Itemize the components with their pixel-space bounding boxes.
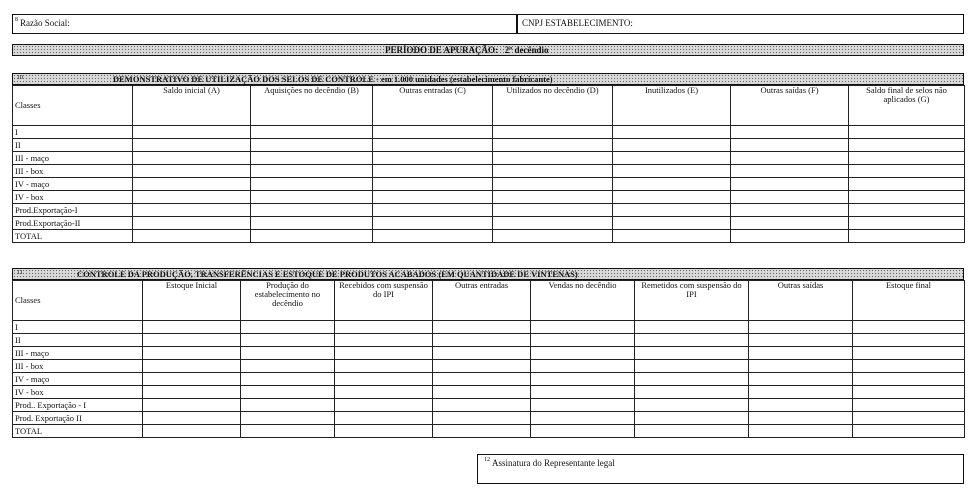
- cell[interactable]: [635, 399, 749, 412]
- cell[interactable]: [635, 412, 749, 425]
- cell[interactable]: [143, 347, 241, 360]
- col-saldo-final: Saldo final de selos não aplicados (G): [849, 86, 965, 126]
- cell[interactable]: [635, 386, 749, 399]
- cell[interactable]: [433, 334, 531, 347]
- periodo-label: [385, 45, 549, 55]
- row-label: III - box: [13, 360, 143, 373]
- razao-social-text: Razão Social:: [20, 18, 70, 28]
- cell[interactable]: [749, 373, 853, 386]
- row-label: Prod.Exportação-I: [13, 204, 133, 217]
- cell[interactable]: [241, 373, 335, 386]
- row-label: Prod. Exportação II: [13, 412, 143, 425]
- cell[interactable]: [635, 360, 749, 373]
- cell[interactable]: [241, 386, 335, 399]
- cell[interactable]: [853, 386, 965, 399]
- cell[interactable]: [531, 386, 635, 399]
- col-recebidos: Recebidos com suspensão do IPI: [335, 281, 433, 321]
- table-row: [13, 373, 965, 386]
- cell[interactable]: [493, 178, 613, 191]
- cell[interactable]: [849, 165, 965, 178]
- row-label: II: [13, 139, 133, 152]
- cell[interactable]: [493, 217, 613, 230]
- cnpj-box: [517, 14, 964, 34]
- cell[interactable]: [731, 230, 849, 243]
- cell[interactable]: [613, 230, 731, 243]
- cell[interactable]: [749, 412, 853, 425]
- col-outras-saidas: Outras saídas: [749, 281, 853, 321]
- table-row: [13, 152, 965, 165]
- table-row: [13, 139, 965, 152]
- razao-social-box: [12, 14, 517, 34]
- signature-note: 12: [484, 457, 490, 463]
- producao-table: [12, 280, 965, 438]
- table-row: [13, 204, 965, 217]
- cell[interactable]: [493, 152, 613, 165]
- selos-table: [12, 85, 965, 243]
- cell[interactable]: [133, 139, 251, 152]
- table-row: [13, 412, 965, 425]
- row-label: III - box: [13, 165, 133, 178]
- table-row: [13, 321, 965, 334]
- table-row: [13, 165, 965, 178]
- cell[interactable]: [241, 360, 335, 373]
- periodo-label-text: PERÍODO DE APURAÇÃO:: [385, 45, 499, 55]
- col-producao: Produção do estabelecimento no decêndio: [241, 281, 335, 321]
- cell[interactable]: [241, 399, 335, 412]
- cell[interactable]: [531, 412, 635, 425]
- row-label: IV - box: [13, 386, 143, 399]
- cell[interactable]: [143, 334, 241, 347]
- cell[interactable]: [731, 139, 849, 152]
- table-row: [13, 334, 965, 347]
- table-row: [13, 191, 965, 204]
- col-estoque-inicial: Estoque Inicial: [143, 281, 241, 321]
- col-estoque-final: Estoque final: [853, 281, 965, 321]
- cell[interactable]: [373, 152, 493, 165]
- cell[interactable]: [731, 178, 849, 191]
- section1-title: DEMONSTRATIVO DE UTILIZAÇÃO DOS SELOS DE CONTROLE - em 1.000 unidades (estabelecimento fabricante): [113, 74, 553, 84]
- cell[interactable]: [133, 178, 251, 191]
- row-label: I: [13, 321, 143, 334]
- row-label: IV - maço: [13, 373, 143, 386]
- cell[interactable]: [849, 139, 965, 152]
- cell[interactable]: [493, 139, 613, 152]
- row-label: TOTAL: [13, 230, 133, 243]
- row-label: I: [13, 126, 133, 139]
- cell[interactable]: [251, 191, 373, 204]
- signature-box[interactable]: [477, 454, 964, 484]
- cell[interactable]: [133, 126, 251, 139]
- cell[interactable]: [613, 217, 731, 230]
- col-classes: Classes: [13, 281, 143, 321]
- section1-note: 10: [17, 75, 23, 81]
- cell[interactable]: [613, 191, 731, 204]
- cell[interactable]: [433, 386, 531, 399]
- cell[interactable]: [849, 178, 965, 191]
- cell[interactable]: [613, 165, 731, 178]
- periodo-band: [12, 44, 964, 56]
- cell[interactable]: [335, 425, 433, 438]
- cnpj-label: CNPJ ESTABELECIMENTO:: [522, 18, 633, 28]
- table-row: [13, 178, 965, 191]
- col-remetidos: Remetidos com suspensão do IPI: [635, 281, 749, 321]
- col-outras-saidas: Outras saídas (F): [731, 86, 849, 126]
- cell[interactable]: [373, 230, 493, 243]
- row-label: TOTAL: [13, 425, 143, 438]
- cell[interactable]: [849, 230, 965, 243]
- row-label: Prod.. Exportação - I: [13, 399, 143, 412]
- row-label: III - maço: [13, 347, 143, 360]
- cell[interactable]: [241, 321, 335, 334]
- row-label: II: [13, 334, 143, 347]
- col-outras-entradas: Outras entradas (C): [373, 86, 493, 126]
- cell[interactable]: [241, 334, 335, 347]
- cell[interactable]: [143, 373, 241, 386]
- table-row: [13, 230, 965, 243]
- cell[interactable]: [749, 399, 853, 412]
- cell[interactable]: [143, 321, 241, 334]
- cell[interactable]: [143, 412, 241, 425]
- cell[interactable]: [849, 152, 965, 165]
- cell[interactable]: [335, 399, 433, 412]
- cell[interactable]: [531, 399, 635, 412]
- cell[interactable]: [731, 165, 849, 178]
- table-row: [13, 399, 965, 412]
- cell[interactable]: [433, 360, 531, 373]
- cell[interactable]: [853, 347, 965, 360]
- col-classes: Classes: [13, 86, 133, 126]
- cell[interactable]: [133, 204, 251, 217]
- cell[interactable]: [731, 217, 849, 230]
- col-aquisicoes: Aquisições no decêndio (B): [251, 86, 373, 126]
- cell[interactable]: [241, 425, 335, 438]
- cell[interactable]: [849, 204, 965, 217]
- cell[interactable]: [493, 191, 613, 204]
- row-label: III - maço: [13, 152, 133, 165]
- cell[interactable]: [133, 165, 251, 178]
- cell[interactable]: [635, 321, 749, 334]
- cell[interactable]: [635, 373, 749, 386]
- cell[interactable]: [749, 425, 853, 438]
- cell[interactable]: [335, 347, 433, 360]
- cell[interactable]: [531, 347, 635, 360]
- cell[interactable]: [613, 178, 731, 191]
- cell[interactable]: [531, 334, 635, 347]
- cell[interactable]: [433, 425, 531, 438]
- cell[interactable]: [853, 373, 965, 386]
- cell[interactable]: [635, 347, 749, 360]
- cell[interactable]: [849, 126, 965, 139]
- cell[interactable]: [373, 165, 493, 178]
- cell[interactable]: [373, 139, 493, 152]
- cell[interactable]: [749, 334, 853, 347]
- cell[interactable]: [635, 334, 749, 347]
- cell[interactable]: [335, 360, 433, 373]
- cell[interactable]: [635, 425, 749, 438]
- table-row: [13, 126, 965, 139]
- cell[interactable]: [251, 139, 373, 152]
- cell[interactable]: [731, 126, 849, 139]
- cell[interactable]: [749, 321, 853, 334]
- col-saldo-inicial: Saldo inicial (A): [133, 86, 251, 126]
- cell[interactable]: [433, 412, 531, 425]
- cell[interactable]: [133, 191, 251, 204]
- cell[interactable]: [335, 373, 433, 386]
- cell[interactable]: [849, 191, 965, 204]
- cell[interactable]: [251, 126, 373, 139]
- cell[interactable]: [251, 204, 373, 217]
- cell[interactable]: [335, 386, 433, 399]
- cell[interactable]: [749, 386, 853, 399]
- row-label: Prod.Exportação-II: [13, 217, 133, 230]
- cell[interactable]: [731, 191, 849, 204]
- cell[interactable]: [335, 321, 433, 334]
- cell[interactable]: [373, 204, 493, 217]
- cell[interactable]: [853, 412, 965, 425]
- cell[interactable]: [531, 425, 635, 438]
- cell[interactable]: [133, 152, 251, 165]
- cell[interactable]: [613, 139, 731, 152]
- cell[interactable]: [493, 126, 613, 139]
- table-row: [13, 217, 965, 230]
- cell[interactable]: [853, 334, 965, 347]
- cell[interactable]: [531, 321, 635, 334]
- cell[interactable]: [613, 204, 731, 217]
- cell[interactable]: [143, 360, 241, 373]
- cell[interactable]: [373, 217, 493, 230]
- cell[interactable]: [251, 152, 373, 165]
- table-row: [13, 347, 965, 360]
- cell[interactable]: [251, 165, 373, 178]
- cell[interactable]: [433, 321, 531, 334]
- cell[interactable]: [143, 386, 241, 399]
- cell[interactable]: [373, 191, 493, 204]
- cell[interactable]: [493, 230, 613, 243]
- cell[interactable]: [373, 178, 493, 191]
- cell[interactable]: [531, 360, 635, 373]
- cell[interactable]: [251, 217, 373, 230]
- cell[interactable]: [749, 347, 853, 360]
- cell[interactable]: [433, 373, 531, 386]
- razao-social-label: [15, 18, 70, 28]
- cell[interactable]: [335, 412, 433, 425]
- cell[interactable]: [853, 321, 965, 334]
- section1-band: [12, 73, 964, 85]
- cell[interactable]: [613, 152, 731, 165]
- cell[interactable]: [335, 334, 433, 347]
- cell[interactable]: [731, 152, 849, 165]
- cell[interactable]: [251, 178, 373, 191]
- cell[interactable]: [493, 165, 613, 178]
- cell[interactable]: [433, 399, 531, 412]
- table-row: [13, 360, 965, 373]
- signature-label: [484, 458, 615, 468]
- table-row: [13, 425, 965, 438]
- section2-note: 11: [17, 270, 23, 276]
- cell[interactable]: [493, 204, 613, 217]
- table-row: [13, 386, 965, 399]
- cell[interactable]: [849, 217, 965, 230]
- cell[interactable]: [373, 126, 493, 139]
- cell[interactable]: [613, 126, 731, 139]
- cell[interactable]: [853, 360, 965, 373]
- col-utilizados: Utilizados no decêndio (D): [493, 86, 613, 126]
- cell[interactable]: [853, 425, 965, 438]
- cell[interactable]: [241, 347, 335, 360]
- row-label: IV - box: [13, 191, 133, 204]
- col-vendas: Vendas no decêndio: [531, 281, 635, 321]
- note-marker: 8: [15, 17, 18, 23]
- cell[interactable]: [251, 230, 373, 243]
- section2-band: [12, 268, 964, 280]
- cell[interactable]: [143, 399, 241, 412]
- cell[interactable]: [143, 425, 241, 438]
- cell[interactable]: [853, 399, 965, 412]
- cell[interactable]: [731, 204, 849, 217]
- cell[interactable]: [241, 412, 335, 425]
- periodo-value: 2º decêndio: [504, 45, 549, 55]
- section2-title: CONTROLE DA PRODUÇÃO, TRANSFERÊNCIAS E ESTOQUE DE PRODUTOS ACABADOS (EM QUANTIDADE DE VINTENAS): [77, 269, 578, 279]
- signature-text: Assinatura do Representante legal: [492, 458, 615, 468]
- cell[interactable]: [531, 373, 635, 386]
- cell[interactable]: [433, 347, 531, 360]
- row-label: IV - maço: [13, 178, 133, 191]
- cell[interactable]: [749, 360, 853, 373]
- col-outras-entradas: Outras entradas: [433, 281, 531, 321]
- cell[interactable]: [133, 230, 251, 243]
- col-inutilizados: Inutilizados (E): [613, 86, 731, 126]
- cell[interactable]: [133, 217, 251, 230]
